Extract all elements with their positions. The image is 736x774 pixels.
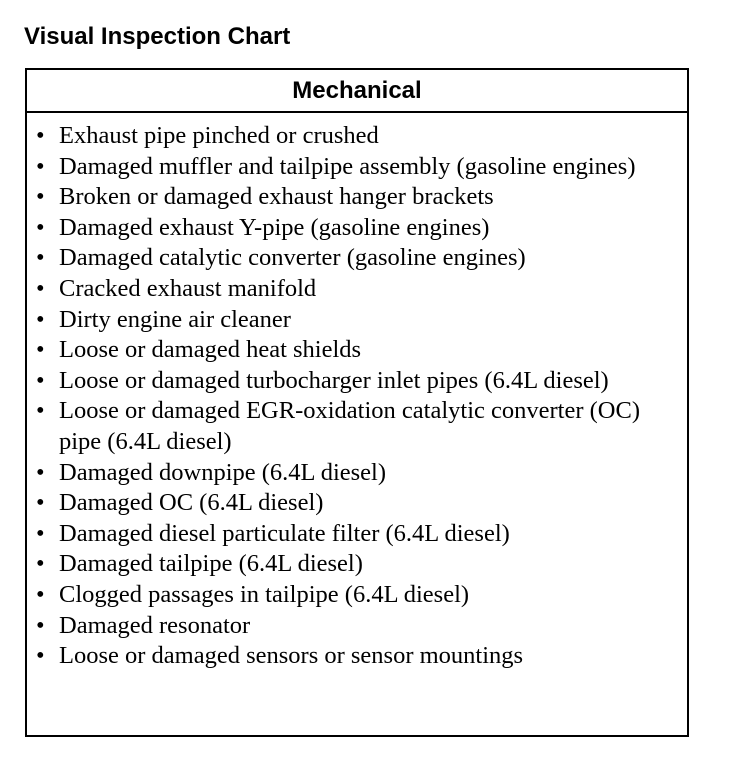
list-item-text: Loose or damaged heat shields <box>59 336 362 364</box>
bullet-icon: • <box>36 611 45 639</box>
table-header: Mechanical <box>27 70 687 113</box>
list-item <box>31 305 677 336</box>
inspection-table <box>25 68 689 737</box>
list-item-text: Damaged tailpipe (6.4L diesel) <box>59 550 363 578</box>
list-item <box>31 549 677 580</box>
list-item <box>31 335 677 366</box>
list-item <box>31 641 677 672</box>
list-item <box>31 396 677 457</box>
bullet-icon: • <box>36 183 45 211</box>
list-item-text: Exhaust pipe pinched or crushed <box>59 122 379 149</box>
bullet-icon: • <box>36 213 45 241</box>
list-item-text: Damaged diesel particulate filter (6.4L diesel) <box>59 519 510 547</box>
list-item-text: Damaged exhaust Y-pipe (gasoline engines) <box>59 213 490 241</box>
bullet-icon: • <box>36 580 45 608</box>
inspection-item-list <box>27 113 687 672</box>
bullet-icon: • <box>36 519 45 547</box>
list-item <box>31 213 677 244</box>
page-title: Visual Inspection Chart <box>24 23 291 50</box>
list-item <box>31 121 677 152</box>
list-item-text: Loose or damaged sensors or sensor mountings <box>59 642 524 670</box>
list-item-text: Damaged resonator <box>59 611 251 639</box>
list-item <box>31 152 677 183</box>
bullet-icon: • <box>36 489 45 517</box>
list-item <box>31 243 677 274</box>
bullet-icon: • <box>36 458 45 486</box>
bullet-icon: • <box>36 642 45 670</box>
list-item <box>31 274 677 305</box>
list-item-text: Dirty engine air cleaner <box>59 305 291 333</box>
list-item <box>31 519 677 550</box>
list-item-text: Cracked exhaust manifold <box>59 274 317 302</box>
bullet-icon: • <box>36 305 45 333</box>
list-item-text: Damaged downpipe (6.4L diesel) <box>59 458 387 486</box>
list-item <box>31 580 677 611</box>
bullet-icon: • <box>36 244 45 272</box>
bullet-icon: • <box>36 366 45 394</box>
list-item-text: Damaged OC (6.4L diesel) <box>59 489 324 517</box>
bullet-icon: • <box>36 397 45 425</box>
list-item <box>31 458 677 489</box>
bullet-icon: • <box>36 274 45 302</box>
list-item-text: Damaged muffler and tailpipe assembly (gasoline engines) <box>59 152 636 180</box>
bullet-icon: • <box>36 550 45 578</box>
list-item-text: Damaged catalytic converter (gasoline engines) <box>59 244 526 272</box>
bullet-icon: • <box>36 122 45 149</box>
list-item-text: Broken or damaged exhaust hanger brackets <box>59 183 494 211</box>
list-item-text: Clogged passages in tailpipe (6.4L diesel) <box>59 580 470 608</box>
list-item <box>31 611 677 642</box>
list-item-text: Loose or damaged EGR-oxidation catalytic converter (OC) pipe (6.4L diesel) <box>59 397 640 455</box>
list-item <box>31 366 677 397</box>
list-item <box>31 182 677 213</box>
list-item <box>31 488 677 519</box>
list-item-text: Loose or damaged turbocharger inlet pipes (6.4L diesel) <box>59 366 609 394</box>
bullet-icon: • <box>36 152 45 180</box>
bullet-icon: • <box>36 336 45 364</box>
